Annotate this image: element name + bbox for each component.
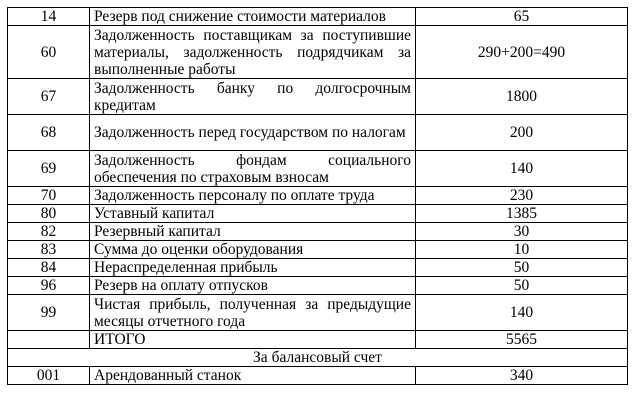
table-row xyxy=(8,295,628,331)
account-code: 14 xyxy=(8,8,90,26)
table-row xyxy=(8,277,628,295)
account-name: Задолженность перед государством по налогам xyxy=(90,115,416,151)
total-row xyxy=(8,331,628,349)
total-amount: 5565 xyxy=(416,331,628,349)
account-name: Сумма до оценки оборудования xyxy=(90,241,416,259)
table-row xyxy=(8,8,628,26)
account-name: Задолженность фондам социального обеспечения по страховым взносам xyxy=(90,151,416,187)
table-row xyxy=(8,187,628,205)
account-name: Задолженность поставщикам за поступившие материалы, задолженность подрядчикам за выполненные работы xyxy=(90,26,416,79)
table-row xyxy=(8,151,628,187)
section-header-row xyxy=(8,349,628,367)
table-row xyxy=(8,259,628,277)
accounts-table xyxy=(7,7,628,385)
account-name: Задолженность банку по долгосрочным кредитам xyxy=(90,79,416,115)
account-amount: 140 xyxy=(416,295,628,331)
table-row xyxy=(8,115,628,151)
table-row xyxy=(8,205,628,223)
account-amount: 10 xyxy=(416,241,628,259)
account-amount: 290+200=490 xyxy=(416,26,628,79)
account-name: Арендованный станок xyxy=(90,367,416,385)
account-amount: 230 xyxy=(416,187,628,205)
account-code: 60 xyxy=(8,26,90,79)
account-code: 83 xyxy=(8,241,90,259)
account-name: Резерв на оплату отпусков xyxy=(90,277,416,295)
account-code: 96 xyxy=(8,277,90,295)
account-amount: 340 xyxy=(416,367,628,385)
account-code: 68 xyxy=(8,115,90,151)
account-code: 69 xyxy=(8,151,90,187)
account-amount: 30 xyxy=(416,223,628,241)
account-name: Задолженность персоналу по оплате труда xyxy=(90,187,416,205)
account-code: 67 xyxy=(8,79,90,115)
off-balance-header: За балансовый счет xyxy=(8,349,628,367)
account-code: 82 xyxy=(8,223,90,241)
account-name: Нераспределенная прибыль xyxy=(90,259,416,277)
table-row xyxy=(8,223,628,241)
table-row xyxy=(8,241,628,259)
account-name: Резервный капитал xyxy=(90,223,416,241)
account-code: 80 xyxy=(8,205,90,223)
account-name: Чистая прибыль, полученная за предыдущие месяцы отчетного года xyxy=(90,295,416,331)
table-row xyxy=(8,367,628,385)
account-amount: 65 xyxy=(416,8,628,26)
account-amount: 140 xyxy=(416,151,628,187)
table-row xyxy=(8,26,628,79)
account-amount: 1385 xyxy=(416,205,628,223)
account-code: 001 xyxy=(8,367,90,385)
total-code xyxy=(8,331,90,349)
account-amount: 1800 xyxy=(416,79,628,115)
account-code: 99 xyxy=(8,295,90,331)
account-amount: 50 xyxy=(416,277,628,295)
account-amount: 50 xyxy=(416,259,628,277)
account-name: Уставный капитал xyxy=(90,205,416,223)
total-label: ИТОГО xyxy=(90,331,416,349)
table-row xyxy=(8,79,628,115)
account-name: Резерв под снижение стоимости материалов xyxy=(90,8,416,26)
account-code: 70 xyxy=(8,187,90,205)
account-code: 84 xyxy=(8,259,90,277)
account-amount: 200 xyxy=(416,115,628,151)
